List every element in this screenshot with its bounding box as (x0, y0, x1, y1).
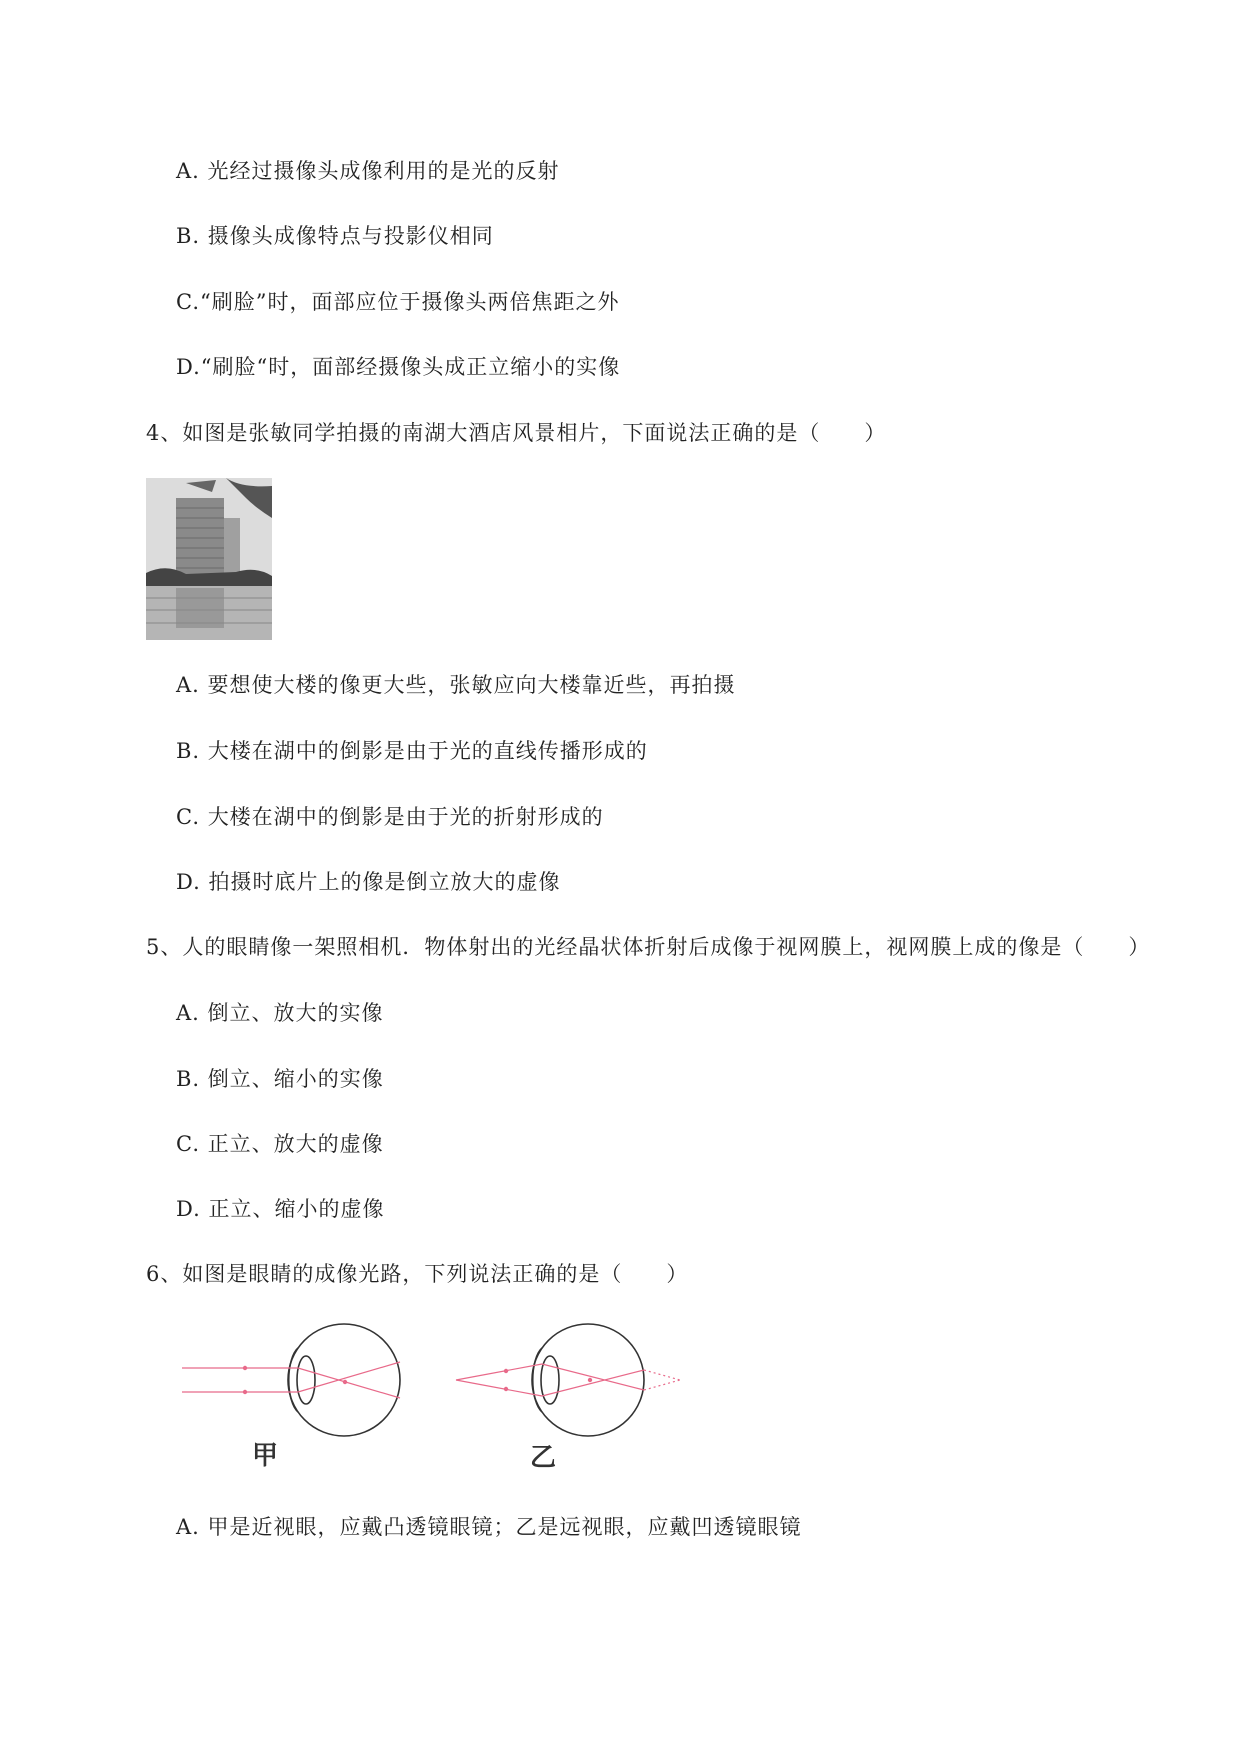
light-rays-jia (182, 1362, 400, 1398)
q4-stem: 4、如图是张敏同学拍摄的南湖大酒店风景相片，下面说法正确的是（ ） (146, 421, 887, 445)
q5-option-d: D. 正立、缩小的虚像 (176, 1197, 385, 1221)
label-jia: 甲 (252, 1441, 279, 1471)
q4-option-b: B. 大楼在湖中的倒影是由于光的直线传播形成的 (176, 739, 648, 763)
q3-option-d: D.“刷脸“时，面部经摄像头成正立缩小的实像 (176, 355, 621, 379)
label-yi: 乙 (530, 1443, 557, 1473)
q4-option-d: D. 拍摄时底片上的像是倒立放大的虚像 (176, 870, 561, 894)
q5-option-c: C. 正立、放大的虚像 (176, 1132, 384, 1156)
eye-diagram (170, 1318, 710, 1478)
q3-option-c: C.“刷脸”时，面部应位于摄像头两倍焦距之外 (176, 290, 620, 314)
q5-option-b: B. 倒立、缩小的实像 (176, 1067, 384, 1091)
q5-option-a: A. 倒立、放大的实像 (176, 1001, 384, 1025)
q4-option-a: A. 要想使大楼的像更大些，张敏应向大楼靠近些，再拍摄 (176, 673, 736, 697)
q5-stem: 5、人的眼睛像一架照相机．物体射出的光经晶状体折射后成像于视网膜上，视网膜上成的像是（ ） (146, 935, 1151, 959)
light-rays-yi (456, 1364, 680, 1396)
q4-option-c: C. 大楼在湖中的倒影是由于光的折射形成的 (176, 805, 604, 829)
q3-option-a: A. 光经过摄像头成像利用的是光的反射 (176, 159, 560, 183)
hotel-photo (146, 478, 272, 640)
q3-option-b: B. 摄像头成像特点与投影仪相同 (176, 224, 494, 248)
q6-stem: 6、如图是眼睛的成像光路，下列说法正确的是（ ） (146, 1262, 689, 1286)
q6-option-a: A. 甲是近视眼，应戴凸透镜眼镜；乙是远视眼，应戴凹透镜眼镜 (176, 1515, 802, 1539)
eye-jia (288, 1324, 400, 1436)
